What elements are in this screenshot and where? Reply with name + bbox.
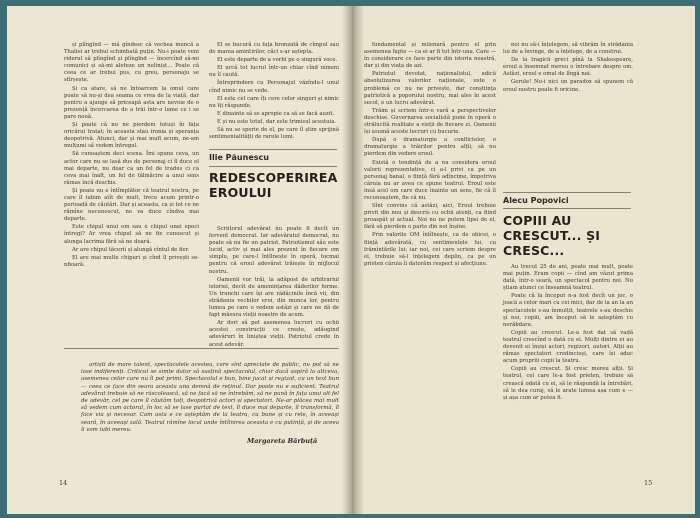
paragraph: Și poate nu e întîmplător că teatrul nostru, pe care îl iubim atît de mult, trece acum printr-o perioadă de căutări. Dar și aceasta, ca și tot ce ne rămîne necunoscut, ne va duce cîndva mai departe.: [64, 187, 199, 223]
divider: [503, 192, 631, 193]
paragraph: Există o tendință de a nu considera eroul valorii reprezentative, ci a-l privi ca pe un personaj banal, o ființă fără adîncime, împotriva căruia nu ar avea ce spune teatrul. Eroul este însă acel om care duce înainte un sens, fie că îl recunoaștem, fie că nu.: [364, 159, 496, 201]
paragraph: De la tragicii greci pînă la Shakespeare, eroul a însemnat mereu o întrebare despre om. Astăzi, eroul e omul de lîngă noi.: [503, 57, 633, 78]
paragraph: Copiii au crescut. Le-a fost dat să vadă teatrul crescînd o dată cu ei. Mulți dintre ei au devenit ei înșiși actori, regizori, autori. Alții au rămas spectatori credincioși, care își aduc acum propriii copii la teatru.: [503, 329, 633, 365]
paragraph: El are mai multe chipuri și cînd îl privești se-nfioară.: [64, 254, 199, 268]
paragraph: Au trecut 25 de ani, poate mai mult, poate mai puțin. Eram copii — cînd am văzut prima dată, într-o seară, un spectacol pentru noi. Nu știam atunci ce înseamnă teatrul.: [503, 264, 633, 292]
paragraph: Să nu se sperie de el, pe care îl știm sprijină sentimentalității de rarele lumi.: [209, 127, 339, 141]
paragraph: Întreprindere cu Personajul văzîndu-l unul cînd nimic nu se vede.: [209, 80, 339, 94]
left-page-column-2-body: [209, 226, 339, 348]
divider: [209, 166, 337, 167]
paragraph: După o dramaturgie a conflictelor, o dramaturgie a trăirilor pentru alții, să nu pierdem din vedere eroul.: [364, 137, 496, 158]
article-title: COPIII AU CRESCUT... ȘI CRESC...: [503, 213, 601, 258]
paragraph: E dinainte să se apropie ca să se facă auzit.: [217, 110, 335, 117]
paragraph: El este departe de a vorbi pe o singură voce.: [217, 57, 338, 64]
book-spread: [7, 6, 695, 514]
paragraph: Trăim și scriem într-o vară a perspectivelor deschise. Guvernarea socialistă pune în operă o strălucită realitate a vieții de fiecare zi. Oamenii își asumă aceste lucruri cu bucurie.: [364, 107, 496, 136]
page-number: 14: [59, 479, 68, 487]
right-page-column-2-top: [503, 42, 633, 189]
article-author: Alecu Popovici: [503, 196, 569, 205]
paragraph: Să cunoaștem deci scena. Îmi spune ceva, un actor care nu se lasă dus de personaj ci îl duce el mai departe, nu doar ca un fel de tradus ci ca ceva mai înalt, un fel de tălmăcire a unui sens rămas încă deschis.: [64, 151, 199, 186]
paragraph: El se bucură cu fața bronzată de cîmpul sau de marea amintirilor, căci s-ar aștepta.: [209, 42, 339, 56]
paragraph: Și poate că nu ne pierdem totuși în fața oricărui tratat; în aceasta stau ironia și speranța deopotrivă. Atunci, dar și mai mult acum, ne-am mulțumi să vedem întregul.: [64, 122, 199, 150]
paragraph: Ar are chipul tăcerii și alungă cîntul de fier.: [72, 246, 190, 253]
paragraph: Copiii au crescut. Și cresc mereu alții. Și teatrul, cel care le-a fost prieten, trebuie să crească odată cu ei, să le răspundă la întrebări, să le dea curaj, să le arate lumea așa cum e — și așa cum ar putea fi.: [503, 366, 633, 401]
paragraph: Și ca atare, să ne întoarcem la omul care poate să nu-și dea seama ce vrea de la viață, dar pentru a ajunge să priceapă asta are nevoie de o prezență încercarea de a trăi într-o lume ce i se pare nouă.: [64, 85, 199, 120]
paragraph: Gerule! Nu-i nici un paradox să spunem că eroul nostru poate fi oricine.: [503, 79, 633, 93]
left-page: [7, 6, 350, 514]
right-page: [352, 6, 695, 514]
page-number: 15: [644, 479, 653, 487]
book-gutter: [342, 6, 364, 514]
paragraph: Scriitorul adevărat nu poate fi decît un fervent democrat. Iar adevăratul democrat, nu poate să nu fie un patriot. Patriotismul său este lucid, activ și mai ales prezent în fiecare om simplu, pe care-l întîlnește în operă, tocmai pentru că eroul adevărat trăiește în mijlocul nostru.: [209, 226, 339, 275]
divider: [503, 208, 631, 209]
paragraph: Patriotul devotat, naționalistul, adică absolutizarea valorilor naționale, este o problemă ce nu ne privește, dar conștiința patriotică a poporului nostru, mai ales în acest secol, e un lucru adevărat.: [364, 71, 496, 106]
paragraph: E și nu este totul, dar este trimisul acestuia.: [217, 118, 337, 125]
review-excerpt: [81, 362, 339, 434]
divider: [209, 149, 337, 150]
paragraph: Ar dori să pot asemenea lucruri cu ochii acestei construcții ce crește, adăugind adevăruri în liniștea vieții. Patriotul crede în acest adevăr.: [209, 320, 339, 348]
paragraph: Poate că la început n-a fost decît un joc, o joacă a celor mari cu cei mici, dar de la an la an spectacolele s-au înmulțit, teatrele s-au deschis și noi, copiii, am început să le așteptăm cu nerăbdare.: [503, 293, 633, 328]
paragraph: artiști de mare talent, spectacolele acestea, care sînt apreciate de public, nu pot să ne lase indiferenți. Criticul se simte dator să susțină spectacolul, chiar dacă aspiră la altceva, asemenea celor care nu îl pot primi. Spectacolul e bun, bine jucat și regizat, cu un text bun — ceea ce face din seara aceasta una demnă de reținut. Dar poate nu e suficient. Teatrul adevărat trebuie să ne răscolească, să ne facă să ne întrebăm, să ne pună în fața unui alt fel de adevăr, cel pe care îl căutăm toți, deopotrivă actori și spectatori. Ne-ar plăcea mai mult să vedem cum actorul, în loc să se lase purtat de text, îl duce mai departe, îl transformă, îl face viu și necesar. Cam asta e ce așteptăm de la teatru, cu bune și cu rele, în aceeași seară, în aceeași sală. Teatrul rămîne locul unde întîlnirea aceasta e cu putință, și de aceea îl vom iubi mereu.: [81, 362, 339, 433]
right-page-column-2-body: [503, 264, 633, 464]
paragraph: El este cel care îți cere celor singuri și nimic nu îți răspunde.: [209, 95, 339, 109]
paragraph: și plînglnd — mă gîndesc că vechea muncă a Thaliei ar trebui schimbată puțin. Nu-i poate veni riderul să plîngînd și plînglnd — încercînd să-mi comunici și să-mi aleteze un nelinișt... Poate că ceea ce ar trebui pus, cu greu, personaju se sfîrșește.: [64, 42, 199, 84]
paragraph: Prin valorile OM întîlnește, ca de obicei, o ființă adevărată, cu sentimentele lui, cu frămîntările lui; iar noi, cei care scriem despre el, trebuie să-l înțelegem deplin, ca pe un prieten căruia îi datorăm respect și afecțiune.: [364, 232, 496, 267]
paragraph: fundamental și milenară pentru el prin asemenea fapte — ca ei ar fi tot într-una. Care — în considerare ce face parte din istoria noastră, dar și din viața de azi.: [364, 42, 496, 70]
paragraph: El urcă tot lucrul într-un chiar cînd nimeni nu îl caută.: [209, 65, 339, 79]
paragraph: noi nu să-i înțelegem, să vibrăm în strădania lui de a învinge, de a înțelege, de a construi.: [503, 42, 633, 56]
article-author: Ilie Păunescu: [209, 153, 269, 162]
review-signature: Margareta Bărbuță: [247, 437, 318, 445]
paragraph: Oamenii vor trăi, la adăpost de arbitrariul istoriei, decît de amenințarea dăderilor forme. Un trunchi care își are rădăcinile încă vii, din strădania vechilor eroi, din munca lor, pentru lumea pe care o vedem astăzi și care ne dă de fapt măsura vieții noastre de acum.: [209, 276, 339, 319]
paragraph: Sînt convins că astăzi, aici, Eroul trebuie privit din nou și descris cu ochii atenți, ca fiind proaspăt și actual. Noi nu ne putem lipsi de el, fără să pierdem o parte din noi înșine.: [364, 203, 496, 231]
paragraph: Este chipul unui om sau e chipul unei epoci întregi? Ar vrea chipul să ne fie cunoscut și alunga lacrima fără să ne doară.: [64, 224, 199, 245]
left-page-column-2-top: [209, 42, 339, 150]
right-page-column-1: [364, 42, 496, 490]
article-title: REDESCOPERIREA EROULUI: [209, 170, 338, 200]
left-page-column-1: [64, 42, 199, 342]
divider: [64, 348, 339, 349]
